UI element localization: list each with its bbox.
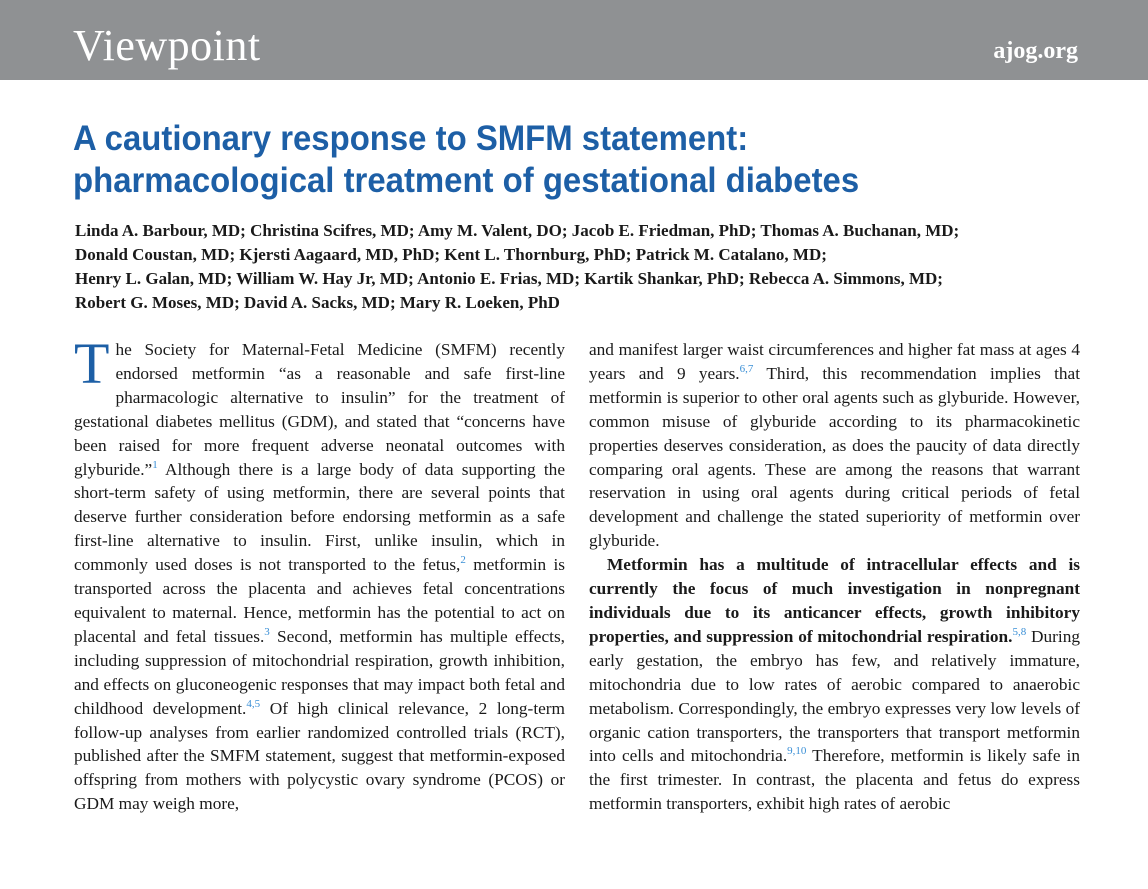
reference-link[interactable]: 2 (460, 554, 466, 567)
reference-link[interactable]: 3 (264, 626, 270, 639)
article-title (73, 118, 1022, 202)
section-label: Viewpoint (73, 21, 261, 70)
body-text: During early gestation, the embryo has few, and relatively immature, mitochondria due to low rates of aerobic compared to anaerobic metabolism. Correspondingly, the embryo expresses very low levels of organic cation transporters, the transporters that transport metformin into cells and mitochondria. (589, 626, 1080, 766)
body-column-left (74, 331, 565, 816)
title-line-1: A cautionary response to SMFM statement: (73, 119, 749, 158)
author-line: Robert G. Moses, MD; David A. Sacks, MD; Mary R. Loeken, PhD (75, 293, 560, 312)
drop-cap: T (74, 331, 110, 396)
body-text: Therefore, metformin is likely safe in the first trimester. In contrast, the placenta and fetus do express metformin transporters, exhibit high rates of aerobic (589, 746, 1080, 814)
body-text: metformin is transported across the placenta and achieves fetal concentrations equivalent to maternal. Hence, metformin has the potential to act on placental and fetal tissues. (74, 555, 565, 646)
metformin-paragraph (589, 553, 1080, 816)
journal-url[interactable]: ajog.org (993, 38, 1078, 64)
body-text: Although there is a large body of data supporting the short-term safety of using metformin, there are several points that deserve further consideration before endorsing metformin as a safe first-line alternative to insulin. First, unlike insulin, which in commonly used doses is not transported to the fetus, (74, 459, 565, 575)
reference-link[interactable]: 5,8 (1012, 626, 1027, 639)
author-line: Linda A. Barbour, MD; Christina Scifres, MD; Amy M. Valent, DO; Jacob E. Friedman, PhD; Thomas A. Buchanan, MD; (75, 221, 960, 240)
author-line: Henry L. Galan, MD; William W. Hay Jr, MD; Antonio E. Frias, MD; Kartik Shankar, PhD; Rebecca A. Simmons, MD; (75, 269, 943, 288)
body-text: and manifest larger waist circumferences and higher fat mass at ages 4 years and 9 years. (589, 340, 1080, 383)
intro-paragraph (74, 331, 565, 816)
author-line: Donald Coustan, MD; Kjersti Aagaard, MD, PhD; Kent L. Thornburg, PhD; Patrick M. Catalano, MD; (75, 245, 827, 264)
title-line-2: pharmacological treatment of gestational diabetes (73, 161, 860, 200)
reference-link[interactable]: 6,7 (739, 363, 754, 376)
continued-paragraph (589, 338, 1080, 553)
reference-link[interactable]: 4,5 (246, 697, 261, 710)
reference-link[interactable]: 9,10 (787, 745, 807, 758)
author-list (75, 219, 1085, 315)
header-bar (0, 0, 1148, 80)
body-text: Of high clinical relevance, 2 long-term follow-up analyses from earlier randomized controlled trials (RCT), published after the SMFM statement, suggest that metformin-exposed offspring from mothers with polycystic ovary syndrome (PCOS) or GDM may weigh more, (74, 698, 565, 814)
paragraph-lead-bold: Metformin has a multitude of intracellular effects and is currently the focus of much investigation in nonpregnant individuals due to its anticancer effects, growth inhibitory properties, and suppression of mitochondrial respiration. (589, 555, 1080, 646)
body-text: he Society for Maternal-Fetal Medicine (SMFM) recently endorsed metformin “as a reasonable and safe first-line pharmacologic alternative to insulin” for the treatment of gestational diabetes mellitus (GDM), and stated that “concerns have been raised for more frequent adverse neonatal outcomes with glyburide.” (74, 340, 565, 479)
body-text: Second, metformin has multiple effects, including suppression of mitochondrial respiration, growth inhibition, and effects on gluconeogenic responses that may impact both fetal and childhood development. (74, 626, 565, 718)
reference-link[interactable]: 1 (152, 458, 158, 471)
body-column-right (589, 338, 1080, 816)
body-text: Third, this recommendation implies that metformin is superior to other oral agents such as glyburide. However, common misuse of glyburide according to its pharmacokinetic properties deserves consideration, as does the paucity of data directly comparing oral agents. These are among the reasons that warrant reservation in using oral agents during critical periods of fetal development and challenge the stated superiority of metformin over glyburide. (589, 363, 1080, 551)
